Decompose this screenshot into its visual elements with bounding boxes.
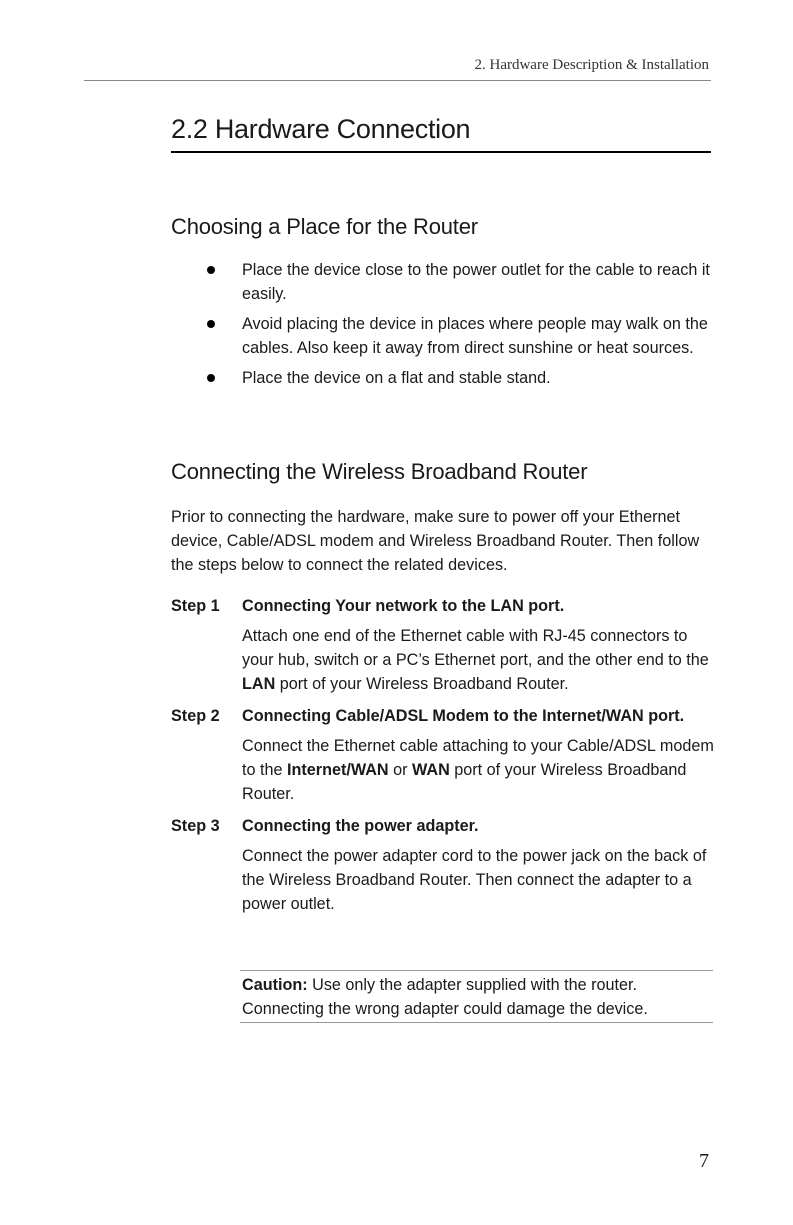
bullet-dot-icon [207, 374, 215, 382]
step-title: Connecting Your network to the LAN port. [242, 597, 565, 615]
page-number: 7 [699, 1150, 709, 1172]
connect-intro: Prior to connecting the hardware, make sure to power off your Ethernet device, Cable/ADSL modem and Wireless Broadband Router. Then follow the steps below to connect the related devices. [171, 508, 700, 574]
caution-label: Caution: [242, 976, 308, 994]
bullet-dot-icon [207, 266, 215, 274]
running-header: 2. Hardware Description & Installation [474, 57, 709, 73]
bullet-text: Place the device close to the power outlet for the cable to reach it easily. [242, 261, 710, 303]
bullet-item [171, 312, 716, 360]
step-1 [171, 594, 716, 696]
step-2 [171, 704, 716, 806]
header-divider [84, 80, 711, 81]
step-body [242, 734, 716, 806]
connect-heading: Connecting the Wireless Broadband Router [171, 459, 588, 484]
step-body: Connect the power adapter cord to the power jack on the back of the Wireless Broadband Router. Then connect the adapter to a power outlet. [242, 847, 707, 913]
step-body-text: Attach one end of the Ethernet cable with RJ-45 connectors to your hub, switch or a PC’s Ethernet port, and the other end to the [242, 627, 709, 669]
step-body-bold: LAN [242, 675, 276, 693]
place-heading: Choosing a Place for the Router [171, 214, 478, 239]
step-label: Step 3 [171, 817, 220, 835]
step-body-bold: Internet/WAN [287, 761, 389, 779]
bullet-item [171, 366, 716, 390]
step-3 [171, 814, 716, 916]
caution-note [240, 970, 713, 1023]
step-body-bold: WAN [412, 761, 450, 779]
section-title: 2.2 Hardware Connection [171, 114, 471, 144]
step-title: Connecting the power adapter. [242, 817, 479, 835]
bullet-dot-icon [207, 320, 215, 328]
step-body-text: or [388, 761, 413, 779]
step-body-text: port of your Wireless Broadband Router. [242, 761, 687, 803]
caution-text: Use only the adapter supplied with the router. Connecting the wrong adapter could damage the device. [242, 976, 648, 1018]
step-body [242, 624, 716, 696]
section-title-underline [171, 151, 711, 153]
step-list [171, 594, 716, 924]
bullet-text: Place the device on a flat and stable stand. [242, 369, 551, 387]
bullet-item [171, 258, 716, 306]
bullet-text: Avoid placing the device in places where people may walk on the cables. Also keep it away from direct sunshine or heat sources. [242, 315, 708, 357]
step-title: Connecting Cable/ADSL Modem to the Internet/WAN port. [242, 707, 685, 725]
placement-bullet-list [171, 258, 716, 396]
step-body-text: port of your Wireless Broadband Router. [275, 675, 569, 693]
step-body-text: Connect the Ethernet cable attaching to your Cable/ADSL modem to the [242, 737, 714, 779]
step-label: Step 1 [171, 597, 220, 615]
step-label: Step 2 [171, 707, 220, 725]
